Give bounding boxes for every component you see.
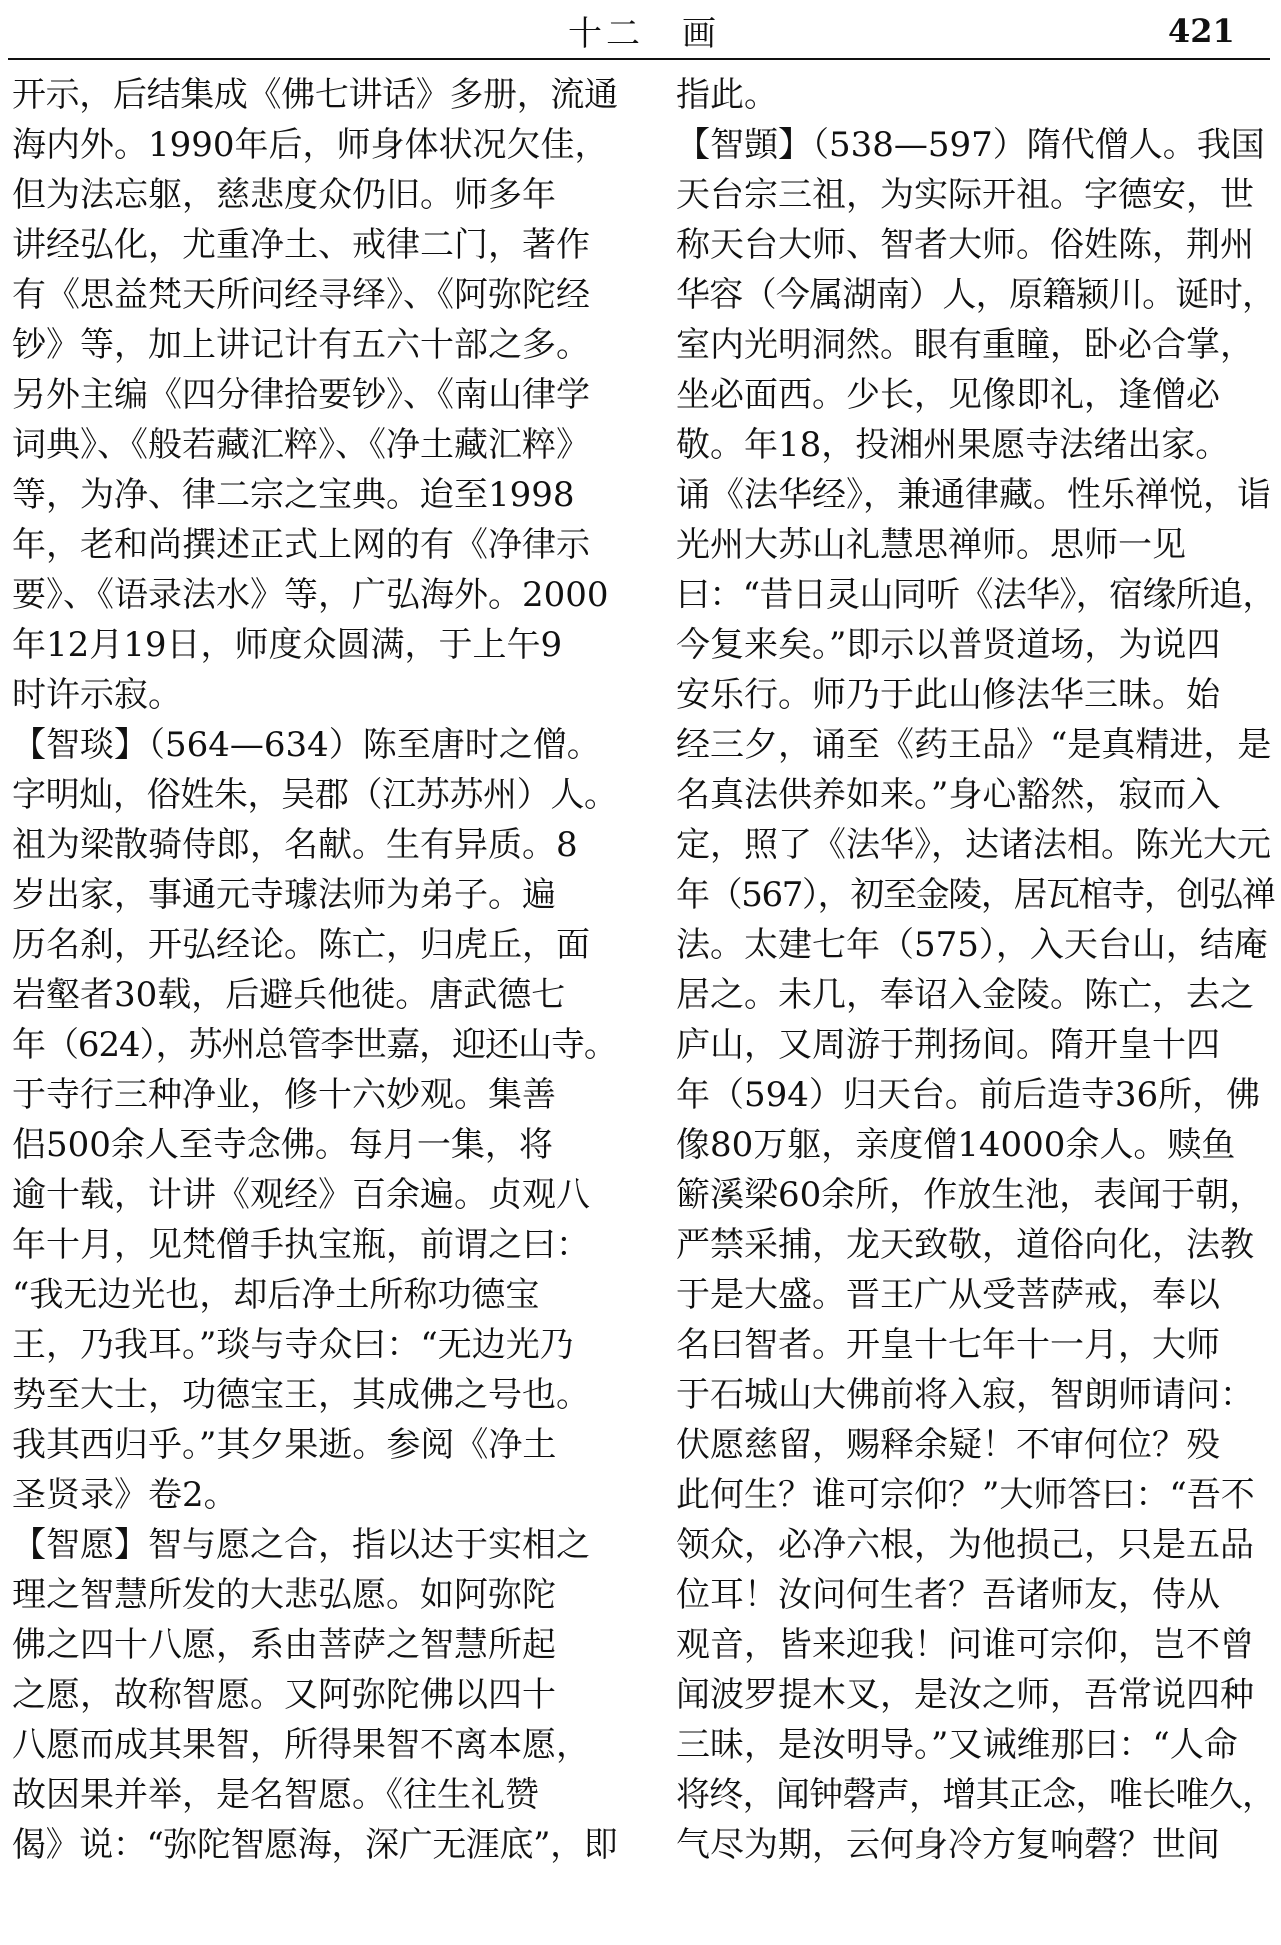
text-line: 像80万躯，亲度僧14000余人。赎鱼 [676,1125,1236,1165]
text-line: 开示，后结集成《佛七讲话》多册，流通 [12,75,618,115]
text-line: 闻波罗提木叉，是汝之师，吾常说四种 [676,1675,1254,1715]
running-header [0,0,1281,62]
text-line: 指此。 [676,75,778,115]
text-line: 词典》、《般若藏汇粹》、《净土藏汇粹》 [12,425,590,465]
text-line: 敬。年18，投湘州果愿寺法绪出家。 [676,425,1230,465]
text-line: 年（594）归天台。前后造寺36所，佛 [676,1075,1261,1115]
text-line: 室内光明洞然。眼有重瞳，卧必合掌， [676,325,1254,365]
text-line: 位耳！汝问何生者？吾诸师友，侍从 [676,1575,1220,1615]
text-line: 历名刹，开弘经论。陈亡，归虎丘，面 [12,925,590,965]
text-line: 称天台大师、智者大师。俗姓陈，荆州 [676,225,1254,265]
text-line: 逾十载，计讲《观经》百余遍。贞观八 [12,1175,590,1215]
text-line: 光州大苏山礼慧思禅师。思师一见 [676,525,1186,565]
text-line: 伏愿慈留，赐释余疑！不审何位？殁 [676,1425,1220,1465]
text-line: 岁出家，事通元寺璩法师为弟子。遍 [12,875,556,915]
text-line: 另外主编《四分律拾要钞》、《南山律学 [12,375,590,415]
left-column [12,70,618,1870]
text-line: 严禁采捕，龙天致敬，道俗向化，法教 [676,1225,1254,1265]
text-line: 理之智慧所发的大悲弘愿。如阿弥陀 [12,1575,556,1615]
text-line: 偈》说：“弥陀智愿海，深广无涯底”，即 [12,1825,618,1865]
text-line: 名真法供养如来。”身心豁然，寂而入 [676,775,1221,815]
text-line: 之愿，故称智愿。又阿弥陀佛以四十 [12,1675,556,1715]
text-line: 字明灿，俗姓朱，吴郡（江苏苏州）人。 [12,775,618,815]
text-line: 于是大盛。晋王广从受菩萨戒，奉以 [676,1275,1220,1315]
text-line: 钞》等，加上讲记计有五六十部之多。 [12,325,590,365]
text-line: 曰：“昔日灵山同听《法华》，宿缘所追， [676,575,1276,615]
page-number: 421 [1168,12,1235,50]
text-line: 观音，皆来迎我！问谁可宗仰，岂不曾 [676,1625,1254,1665]
text-line: 于石城山大佛前将入寂，智朗师请问： [676,1375,1254,1415]
text-line: 诵《法华经》，兼通律藏。性乐禅悦，诣 [676,475,1271,515]
text-line: 但为法忘躯，慈悲度众仍旧。师多年 [12,175,556,215]
text-line: 【智琰】（564—634）陈至唐时之僧。 [12,725,601,765]
right-column [676,70,1276,1870]
text-line: 将终，闻钟磬声，增其正念，唯长唯久， [676,1775,1276,1815]
text-line: 安乐行。师乃于此山修法华三昧。始 [676,675,1220,715]
text-line: 祖为梁散骑侍郎，名献。生有异质。8 [12,825,578,865]
text-line: 经三夕，诵至《药王品》“是真精进，是 [676,725,1272,765]
text-line: 年12月19日，师度众圆满，于上午9 [12,625,563,665]
header-rule [8,58,1270,60]
text-line: 华容（今属湖南）人，原籍颍川。诞时， [676,275,1276,315]
text-line: 居之。未几，奉诏入金陵。陈亡，去之 [676,975,1254,1015]
text-line: 今复来矣。”即示以普贤道场，为说四 [676,625,1221,665]
text-line: 势至大士，功德宝王，其成佛之号也。 [12,1375,590,1415]
text-line: 等，为净、律二宗之宝典。迨至1998 [12,475,575,515]
text-line: 名曰智者。开皇十七年十一月，大师 [676,1325,1220,1365]
text-line: 圣贤录》卷2。 [12,1475,238,1515]
text-line: 【智愿】智与愿之合，指以达于实相之 [12,1525,590,1565]
text-line: 领众，必净六根，为他损己，只是五品 [676,1525,1254,1565]
text-line: 此何生？谁可宗仰？”大师答曰：“吾不 [676,1475,1255,1515]
text-line: 讲经弘化，尤重净土、戒律二门，著作 [12,225,590,265]
text-line: 佛之四十八愿，系由菩萨之智慧所起 [12,1625,556,1665]
text-line: 天台宗三祖，为实际开祖。字德安，世 [676,175,1254,215]
text-line: 要》、《语录法水》等，广弘海外。2000 [12,575,609,615]
text-line: 八愿而成其果智，所得果智不离本愿， [12,1725,590,1765]
text-line: 故因果并举，是名智愿。《往生礼赞 [12,1775,539,1815]
text-line: 法。太建七年（575），入天台山，结庵 [676,925,1268,965]
text-line: 气尽为期，云何身冷方复响磬？世间 [676,1825,1220,1865]
text-line: 年，老和尚撰述正式上网的有《净律示 [12,525,590,565]
text-line: 有《思益梵天所问经寻绎》、《阿弥陀经 [12,275,590,315]
text-line: 岩壑者30载，后避兵他徙。唐武德七 [12,975,566,1015]
section-title: 十二 画 [568,14,720,54]
text-line: 簖溪梁60余所，作放生池，表闻于朝， [676,1175,1264,1215]
text-line: 年十月，见梵僧手执宝瓶，前谓之曰： [12,1225,590,1265]
text-line: 侣500余人至寺念佛。每月一集，将 [12,1125,553,1165]
text-line: 于寺行三种净业，修十六妙观。集善 [12,1075,556,1115]
text-line: 庐山，又周游于荆扬间。隋开皇十四 [676,1025,1220,1065]
text-line: 时许示寂。 [12,675,182,715]
text-line: 我其西归乎。”其夕果逝。参阅《净土 [12,1425,557,1465]
text-line: 三昧，是汝明导。”又诫维那曰：“人命 [676,1725,1238,1765]
text-line: 海内外。1990年后，师身体状况欠佳， [12,125,609,165]
text-line: 定，照了《法华》，达诸法相。陈光大元 [676,825,1271,865]
text-line: “我无边光也，却后净土所称功德宝 [12,1275,540,1315]
text-line: 年（624），苏州总管李世嘉，迎还山寺。 [12,1025,617,1065]
text-line: 【智顗】（538—597）隋代僧人。我国 [676,125,1265,165]
text-line: 坐必面西。少长，见像即礼，逢僧必 [676,375,1220,415]
text-line: 王，乃我耳。”琰与寺众曰：“无边光乃 [12,1325,574,1365]
text-line: 年（567），初至金陵，居瓦棺寺，创弘禅 [676,875,1275,915]
